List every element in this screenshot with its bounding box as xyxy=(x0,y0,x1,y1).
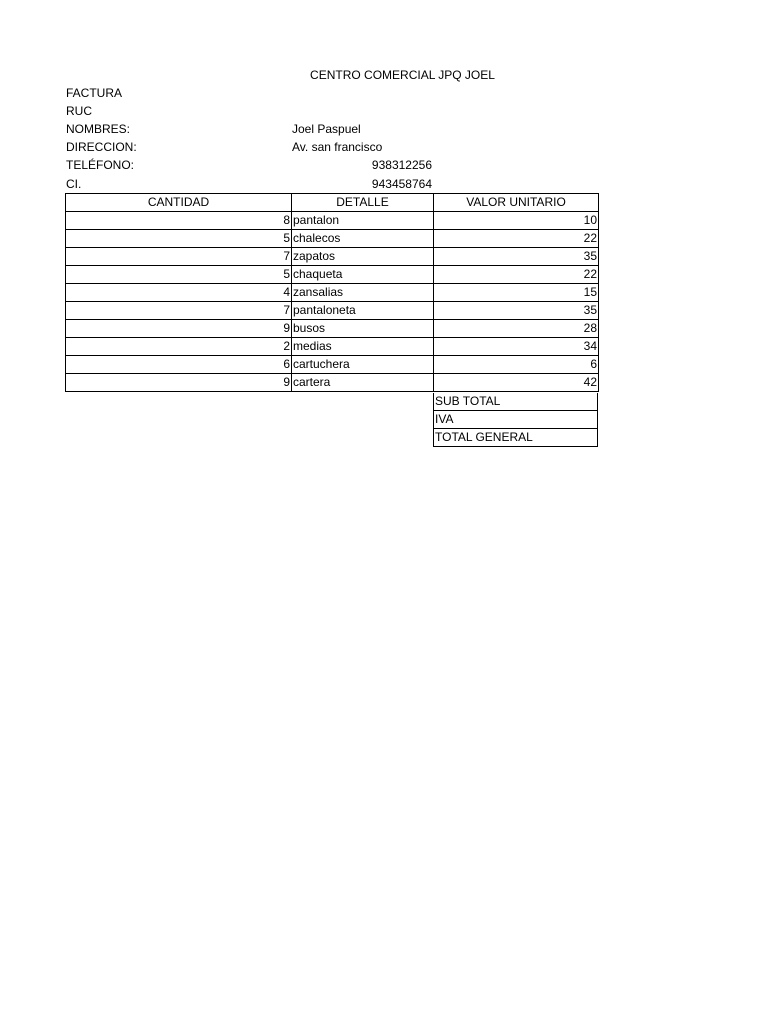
ruc-label: RUC xyxy=(66,104,92,118)
table-row xyxy=(66,248,599,266)
table-header-row xyxy=(66,194,599,212)
cell-cantidad: 2 xyxy=(66,338,292,356)
ci-value: 943458764 xyxy=(371,177,432,191)
telefono-value: 938312256 xyxy=(371,158,432,172)
cell-cantidad: 9 xyxy=(66,374,292,392)
subtotal-row xyxy=(434,393,598,411)
cell-valor: 15 xyxy=(434,284,599,302)
table-row xyxy=(66,230,599,248)
cell-valor: 10 xyxy=(434,212,599,230)
cell-valor: 42 xyxy=(434,374,599,392)
table-row xyxy=(66,374,599,392)
cell-detalle: pantaloneta xyxy=(292,302,434,320)
cell-cantidad: 5 xyxy=(66,230,292,248)
table-row xyxy=(66,266,599,284)
nombres-value: Joel Paspuel xyxy=(292,122,361,136)
table-row xyxy=(66,212,599,230)
cell-detalle: chaqueta xyxy=(292,266,434,284)
cell-cantidad: 5 xyxy=(66,266,292,284)
cell-valor: 34 xyxy=(434,338,599,356)
cell-detalle: chalecos xyxy=(292,230,434,248)
cell-valor: 22 xyxy=(434,266,599,284)
items-table xyxy=(65,193,599,392)
ci-label: CI. xyxy=(66,177,82,191)
iva-label: IVA xyxy=(434,411,598,429)
table-row xyxy=(66,284,599,302)
direccion-label: DIRECCION: xyxy=(66,140,137,154)
table-row xyxy=(66,338,599,356)
cell-detalle: cartuchera xyxy=(292,356,434,374)
table-row xyxy=(66,302,599,320)
direccion-value: Av. san francisco xyxy=(292,140,383,154)
cell-detalle: zansalias xyxy=(292,284,434,302)
column-header-detalle: DETALLE xyxy=(292,194,434,212)
table-row xyxy=(66,356,599,374)
cell-cantidad: 7 xyxy=(66,248,292,266)
cell-valor: 35 xyxy=(434,302,599,320)
cell-cantidad: 9 xyxy=(66,320,292,338)
cell-cantidad: 7 xyxy=(66,302,292,320)
cell-detalle: busos xyxy=(292,320,434,338)
cell-cantidad: 6 xyxy=(66,356,292,374)
nombres-label: NOMBRES: xyxy=(66,122,131,136)
total-general-row xyxy=(434,429,598,447)
total-general-label: TOTAL GENERAL xyxy=(434,429,598,447)
totals-table xyxy=(433,393,598,447)
cell-valor: 22 xyxy=(434,230,599,248)
cell-valor: 35 xyxy=(434,248,599,266)
cell-valor: 6 xyxy=(434,356,599,374)
cell-cantidad: 8 xyxy=(66,212,292,230)
cell-cantidad: 4 xyxy=(66,284,292,302)
cell-valor: 28 xyxy=(434,320,599,338)
subtotal-label: SUB TOTAL xyxy=(434,393,598,411)
factura-label: FACTURA xyxy=(66,86,123,100)
table-row xyxy=(66,320,599,338)
invoice-title: CENTRO COMERCIAL JPQ JOEL xyxy=(310,68,495,82)
cell-detalle: medias xyxy=(292,338,434,356)
cell-detalle: zapatos xyxy=(292,248,434,266)
cell-detalle: pantalon xyxy=(292,212,434,230)
cell-detalle: cartera xyxy=(292,374,434,392)
telefono-label: TELÉFONO: xyxy=(66,158,135,172)
column-header-cantidad: CANTIDAD xyxy=(66,194,292,212)
column-header-valor-unitario: VALOR UNITARIO xyxy=(434,194,599,212)
iva-row xyxy=(434,411,598,429)
